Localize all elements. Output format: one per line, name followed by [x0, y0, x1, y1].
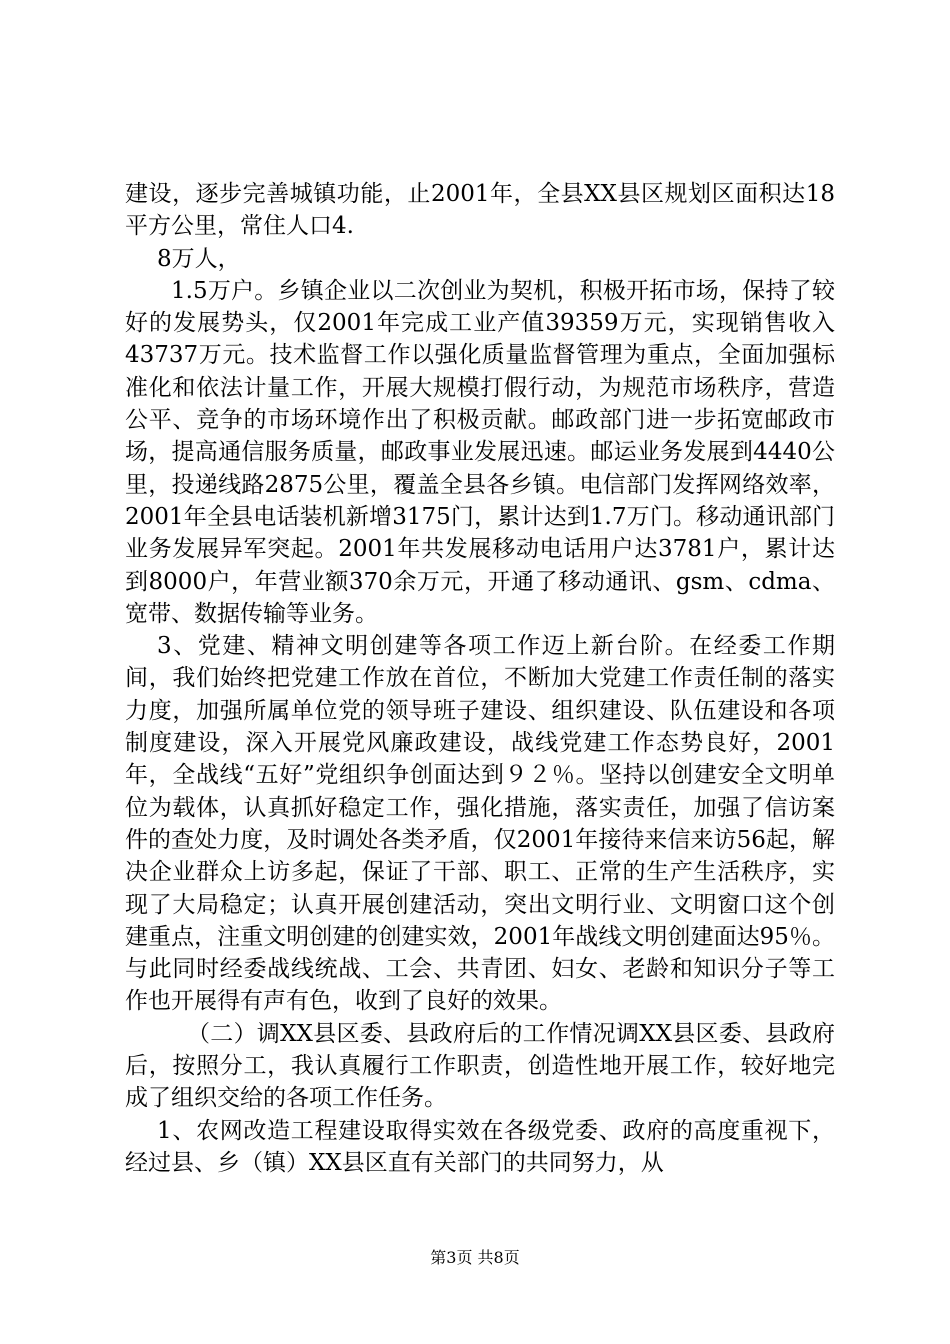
paragraph-2: 8万人， — [157, 245, 241, 272]
document-body — [125, 178, 835, 1179]
page-number-footer: 第3页 共8页 — [430, 1248, 520, 1267]
paragraph-4: 3、党建、精神文明创建等各项工作迈上新台阶。在经委工作期间，我们始终把党建工作放在首位，不断加大党建工作责任制的落实力度，加强所属单位党的领导班子建设、组织建设、队伍建设和各项制度建设，深入开展党风廉政建设，战线党建工作态势良好，2001年，全战线“五好”党组织争创面达到９２％。坚持以创建安全文明单位为载体，认真抓好稳定工作，强化措施，落实责任，加强了信访案件的查处力度，及时调处各类矛盾，仅2001年接待来信来访56起，解决企业群众上访多起，保证了干部、职工、正常的生产生活秩序，实现了大局稳定；认真开展创建活动，突出文明行业、文明窗口这个创建重点，注重文明创建的创建实效，2001年战线文明创建面达95％。与此同时经委战线统战、工会、共青团、妇女、老龄和知识分子等工作也开展得有声有色，收到了良好的效果。 — [125, 633, 835, 1015]
paragraph-3: 1.5万户。乡镇企业以二次创业为契机，积极开拓市场，保持了较好的发展势头，仅2001年完成工业产值39359万元，实现销售收入43737万元。技术监督工作以强化质量监督管理为重点，全面加强标准化和依法计量工作，开展大规模打假行动，为规范市场秩序，营造公平、竞争的市场环境作出了积极贡献。邮政部门进一步拓宽邮政市场，提高通信服务质量，邮政事业发展迅速。邮运业务发展到4440公里，投递线路2875公里，覆盖全县各乡镇。电信部门发挥网络效率，2001年全县电话装机新增3175门，累计达到1.7万门。移动通讯部门业务发展异军突起。2001年共发展移动电话用户达3781户，累计达到8000户，年营业额370余万元，开通了移动通讯、gsm、cdma、宽带、数据传输等业务。 — [125, 277, 835, 627]
paragraph-1: 建设，逐步完善城镇功能，止2001年，全县XX县区规划区面积达18平方公里，常住人口4. — [125, 181, 835, 240]
paragraph-5: （二）调XX县区委、县政府后的工作情况调XX县区委、县政府后，按照分工，我认真履行工作职责，创造性地开展工作，较好地完成了组织交给的各项工作任务。 — [125, 1020, 835, 1112]
paragraph-6: 1、农网改造工程建设取得实效在各级党委、政府的高度重视下，经过县、乡（镇）XX县区直有关部门的共同努力，从 — [125, 1117, 835, 1176]
